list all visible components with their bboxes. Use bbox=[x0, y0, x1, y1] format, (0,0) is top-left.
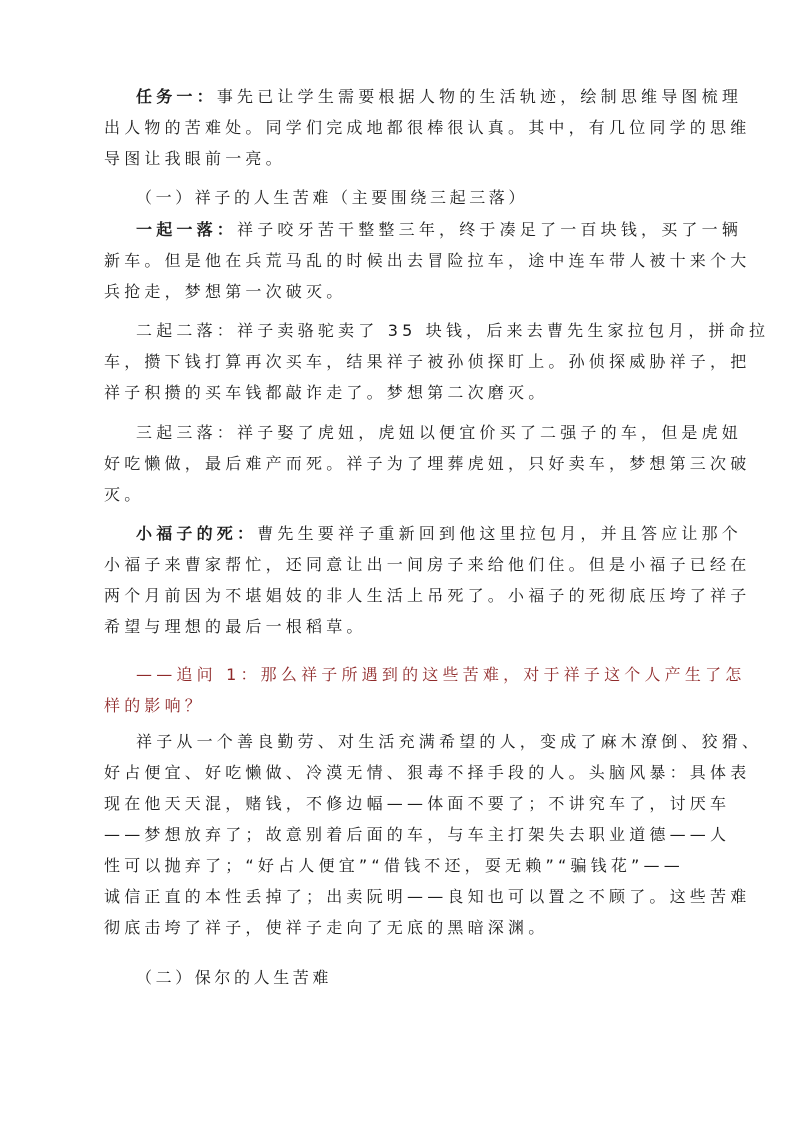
second-line-3: 祥子积攒的买车钱都敲诈走了。梦想第二次磨灭。 bbox=[104, 383, 549, 402]
xiaofuzi-line-1 bbox=[104, 518, 743, 549]
question-1-line-2: 样的影响？ bbox=[104, 696, 206, 715]
first-text-1: 祥子咬牙苦干整整三年，终于凑足了一百块钱，买了一辆 bbox=[237, 220, 743, 239]
answer-line-7: 彻底击垮了祥子，使祥子走向了无底的黑暗深渊。 bbox=[104, 918, 549, 937]
task-one-text-1: 事先已让学生需要根据人物的生活轨迹，绘制思维导图梳理 bbox=[216, 87, 743, 106]
answer-line-4: ——梦想放弃了；故意别着后面的车，与车主打架失去职业道德——人 bbox=[104, 825, 731, 844]
question-1-line-1: ——追问 1：那么祥子所遇到的这些苦难，对于祥子这个人产生了怎 bbox=[136, 665, 746, 684]
first-line-2: 新车。但是他在兵荒马乱的时候出去冒险拉车，途中连车带人被十来个大 bbox=[104, 251, 751, 270]
first-line-3: 兵抢走，梦想第一次破灭。 bbox=[104, 282, 347, 301]
xiaofuzi-line-2: 小福子来曹家帮忙，还同意让出一间房子来给他们住。但是小福子已经在 bbox=[104, 555, 751, 574]
xiaofuzi-line-4: 希望与理想的最后一根稻草。 bbox=[104, 617, 367, 636]
third-line-3: 灭。 bbox=[104, 485, 145, 504]
answer-line-5: 性可以抛弃了；“好占人便宜”“借钱不还，耍无赖”“骗钱花”—— bbox=[104, 856, 684, 875]
answer-line-3: 现在他天天混，赌钱，不修边幅——体面不要了；不讲究车了，讨厌车 bbox=[104, 794, 731, 813]
answer-line-6: 诚信正直的本性丢掉了；出卖阮明——良知也可以置之不顾了。这些苦难 bbox=[104, 887, 751, 906]
second-label: 二起二落： bbox=[136, 321, 238, 340]
section-two-heading: （二）保尔的人生苦难 bbox=[136, 968, 333, 987]
third-line-1 bbox=[104, 417, 743, 448]
xiaofuzi-text-1: 曹先生要祥子重新回到他这里拉包月，并且答应让那个 bbox=[257, 524, 743, 543]
first-line-1 bbox=[104, 214, 743, 245]
section-two-heading-block bbox=[104, 962, 704, 993]
second-rise-fall-paragraph bbox=[104, 315, 770, 408]
xiaofuzi-paragraph bbox=[104, 518, 751, 642]
task-one-paragraph bbox=[104, 81, 751, 174]
task-one-line-1 bbox=[104, 81, 743, 112]
task-one-label: 任务一： bbox=[136, 87, 217, 106]
first-label: 一起一落： bbox=[136, 220, 238, 239]
first-rise-fall-paragraph bbox=[104, 214, 751, 307]
xiaofuzi-line-3: 两个月前因为不堪娼妓的非人生活上吊死了。小福子的死彻底压垮了祥子 bbox=[104, 586, 751, 605]
second-text-1: 祥子卖骆驼卖了 35 块钱，后来去曹先生家拉包月，拼命拉 bbox=[237, 321, 770, 340]
answer-line-1: 祥子从一个善良勤劳、对生活充满希望的人，变成了麻木潦倒、狡猾、 bbox=[136, 732, 763, 751]
task-one-line-3: 导图让我眼前一亮。 bbox=[104, 149, 286, 168]
second-line-2: 车，攒下钱打算再次买车，结果祥子被孙侦探盯上。孙侦探威胁祥子，把 bbox=[104, 352, 751, 371]
second-line-1 bbox=[104, 315, 770, 346]
section-one-heading: （一）祥子的人生苦难（主要围绕三起三落） bbox=[136, 188, 529, 207]
task-one-line-2: 出人物的苦难处。同学们完成地都很棒很认真。其中，有几位同学的思维 bbox=[104, 118, 751, 137]
third-label: 三起三落： bbox=[136, 423, 238, 442]
third-text-1: 祥子娶了虎妞，虎妞以便宜价买了二强子的车，但是虎妞 bbox=[237, 423, 743, 442]
follow-up-question-1 bbox=[104, 659, 746, 721]
third-line-2: 好吃懒做，最后难产而死。祥子为了埋葬虎妞，只好卖车，梦想第三次破 bbox=[104, 454, 751, 473]
third-rise-fall-paragraph bbox=[104, 417, 751, 510]
section-one-heading-block bbox=[104, 182, 704, 213]
answer-line-2: 好占便宜、好吃懒做、冷漠无情、狠毒不择手段的人。头脑风暴：具体表 bbox=[104, 763, 751, 782]
answer-paragraph bbox=[104, 726, 763, 943]
xiaofuzi-label: 小福子的死： bbox=[136, 524, 258, 543]
